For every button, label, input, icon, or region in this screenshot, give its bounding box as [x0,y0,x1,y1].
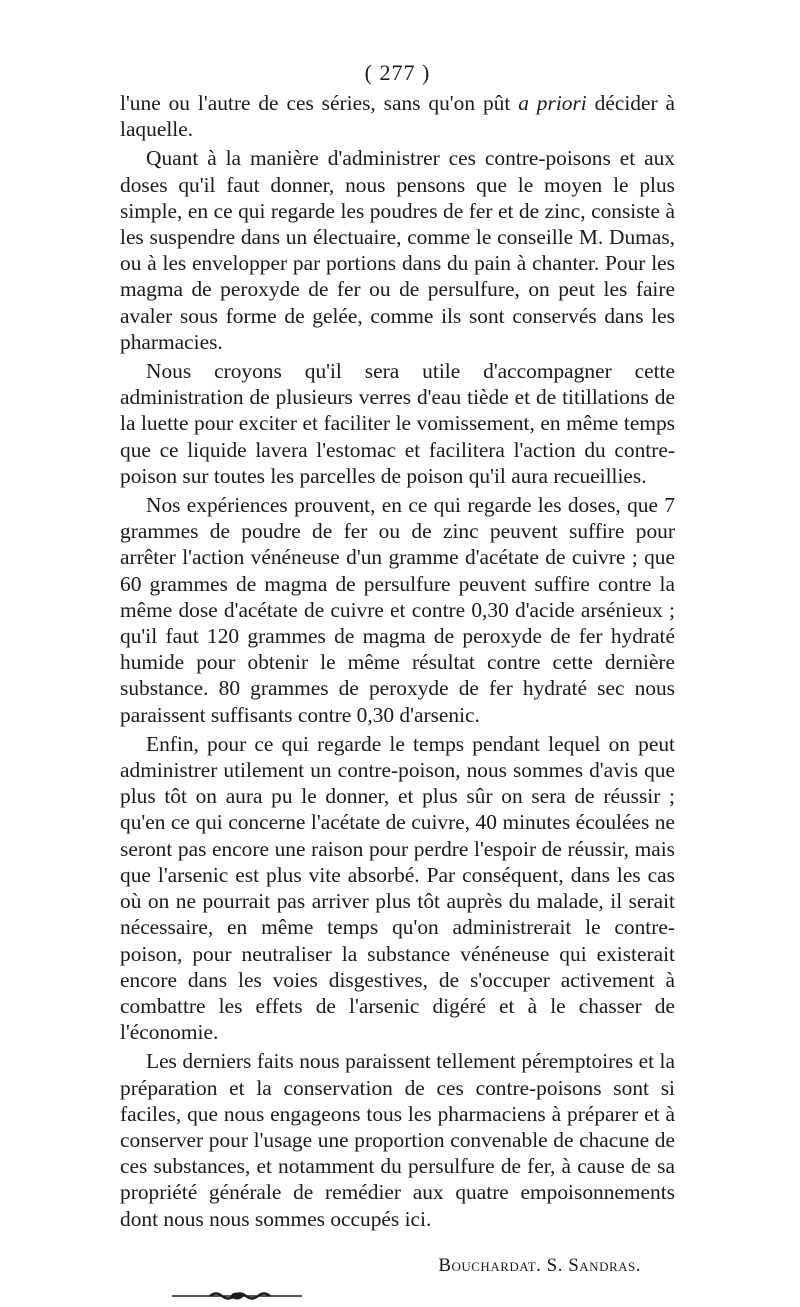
paragraph-2: Quant à la manière d'administrer ces contre-poisons et aux doses qu'il faut donner, nous pensons que le moyen le plus simple, en ce qui regarde les poudres de fer et de zinc, consiste à les suspendre dans un électuaire, comme le conseille M. Dumas, ou à les envelopper par portions dans du pain à chanter. Pour les magma de peroxyde de fer ou de persulfure, on peut les faire avaler sous forme de gelée, comme ils sont conservés dans les pharmacies. [120,146,675,354]
paragraph-4: Nos expériences prouvent, en ce qui regarde les doses, que 7 grammes de poudre de fer ou de zinc peuvent suffire pour arrêter l'action vénéneuse d'un gramme d'acétate de cuivre ; que 60 grammes de magma de persulfure peuvent suffire contre la même dose d'acétate de cuivre et contre 0,30 d'acide arsénieux ; qu'il faut 120 grammes de magma de peroxyde de fer hydraté humide pour obtenir le même résultat contre cette dernière substance. 80 grammes de peroxyde de fer hydraté sec nous paraissent suffisants contre 0,30 d'arsenic. [120,493,675,727]
author-signature: Bouchardat. S. Sandras. [438,1254,641,1276]
paragraph-1 [120,90,675,142]
paragraph-6: Les derniers faits nous paraissent tellement péremptoires et la préparation et la conservation de ces contre-poisons sont si faciles, que nous engageons tous les pharmaciens à préparer et à conserver pour l'usage une proportion convenable de chacune de ces substances, et notamment du persulfure de fer, à cause de sa propriété générale de remédier aux quatre empoisonnements dont nous nous sommes occupés ici. [120,1049,675,1231]
end-ornament [172,1290,302,1302]
paragraph-1-before: l'une ou l'autre de ces séries, sans qu'on pût [120,91,519,115]
book-page [120,58,675,1307]
paragraph-1-italic: a priori [518,91,587,115]
page-number: ( 277 ) [364,60,431,85]
paragraph-3: Nous croyons qu'il sera utile d'accompagner cette administration de plusieurs verres d'eau tiède et de titillations de la luette pour exciter et faciliter le vomissement, en même temps que ce liquide lavera l'estomac et facilitera l'action du contre-poison sur toutes les parcelles de poison qu'il aura recueillies. [120,359,675,488]
paragraph-5: Enfin, pour ce qui regarde le temps pendant lequel on peut administrer utilement un contre-poison, nous sommes d'avis que plus tôt on aura pu le donner, et plus sûr on sera de réussir ; qu'en ce qui concerne l'acétate de cuivre, 40 minutes écoulées ne seront pas encore une raison pour perdre l'espoir de réussir, mais que l'arsenic est plus vite absorbé. Par conséquent, dans les cas où on ne pourrait pas arriver plus tôt auprès du malade, il serait nécessaire, en même temps qu'on administrerait le contre-poison, pour neutraliser la substance vénéneuse qui existerait encore dans les voies disgestives, de s'occuper activement à combattre les effets de l'arsenic digéré et à le chasser de l'économie. [120,731,675,1045]
paragraph-1-after: décider à laquelle. [120,91,676,142]
